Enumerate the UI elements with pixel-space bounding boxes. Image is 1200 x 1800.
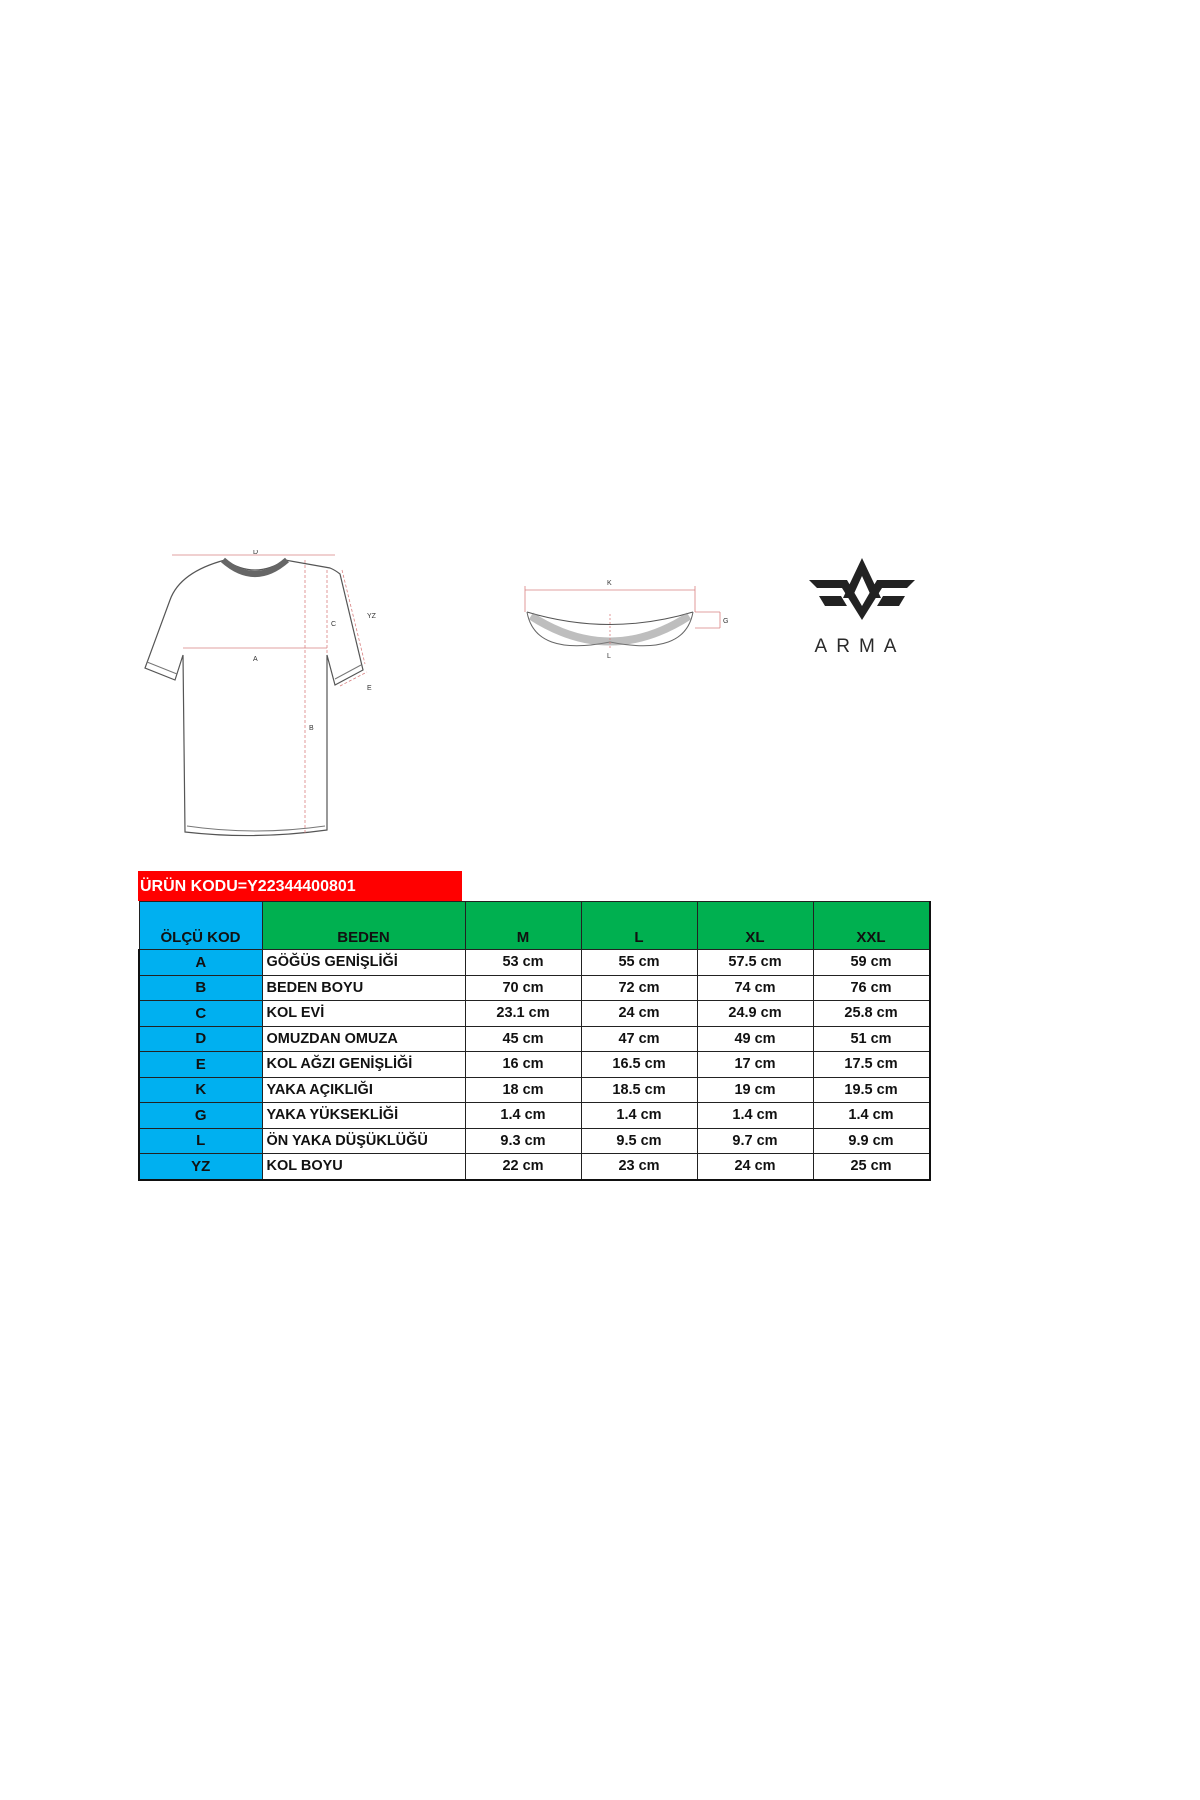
measure-value: 47 cm xyxy=(581,1026,697,1052)
measure-value: 53 cm xyxy=(465,950,581,976)
label-b: B xyxy=(309,725,314,732)
header-beden: BEDEN xyxy=(262,902,465,950)
measure-value: 1.4 cm xyxy=(465,1103,581,1129)
measure-label: GÖĞÜS GENİŞLİĞİ xyxy=(262,950,465,976)
measure-value: 45 cm xyxy=(465,1026,581,1052)
measure-value: 1.4 cm xyxy=(581,1103,697,1129)
measure-value: 19.5 cm xyxy=(813,1077,930,1103)
table-row xyxy=(139,1128,930,1154)
measure-value: 16.5 cm xyxy=(581,1052,697,1078)
measure-value: 17.5 cm xyxy=(813,1052,930,1078)
measure-value: 55 cm xyxy=(581,950,697,976)
measure-value: 18 cm xyxy=(465,1077,581,1103)
header-size-xl: XL xyxy=(697,902,813,950)
table-row xyxy=(139,1103,930,1129)
product-code: ÜRÜN KODU=Y22344400801 xyxy=(138,871,462,901)
measure-code: K xyxy=(139,1077,262,1103)
measure-value: 23 cm xyxy=(581,1154,697,1180)
measure-value: 9.3 cm xyxy=(465,1128,581,1154)
measure-value: 57.5 cm xyxy=(697,950,813,976)
collar-diagram xyxy=(515,572,740,667)
header-code: ÖLÇÜ KOD xyxy=(139,902,262,950)
measure-label: OMUZDAN OMUZA xyxy=(262,1026,465,1052)
measure-value: 9.7 cm xyxy=(697,1128,813,1154)
label-yz: YZ xyxy=(367,613,376,620)
label-l: L xyxy=(607,653,611,660)
table-row xyxy=(139,1154,930,1180)
label-a: A xyxy=(253,656,258,663)
header-size-l: L xyxy=(581,902,697,950)
measure-value: 1.4 cm xyxy=(697,1103,813,1129)
measure-label: YAKA AÇIKLIĞI xyxy=(262,1077,465,1103)
measure-code: E xyxy=(139,1052,262,1078)
measure-value: 59 cm xyxy=(813,950,930,976)
measure-value: 22 cm xyxy=(465,1154,581,1180)
label-d: D xyxy=(253,550,259,556)
measure-code: C xyxy=(139,1001,262,1027)
size-table xyxy=(138,901,931,1181)
measure-value: 24.9 cm xyxy=(697,1001,813,1027)
measure-value: 19 cm xyxy=(697,1077,813,1103)
brand-name: ARMA xyxy=(814,636,906,657)
measure-label: KOL EVİ xyxy=(262,1001,465,1027)
measure-code: A xyxy=(139,950,262,976)
label-g: G xyxy=(723,618,729,625)
measure-value: 1.4 cm xyxy=(813,1103,930,1129)
header-size-xxl: XXL xyxy=(813,902,930,950)
header-size-m: M xyxy=(465,902,581,950)
measure-value: 72 cm xyxy=(581,975,697,1001)
label-k: K xyxy=(607,580,612,587)
measure-label: BEDEN BOYU xyxy=(262,975,465,1001)
table-row xyxy=(139,1077,930,1103)
table-row xyxy=(139,975,930,1001)
table-row xyxy=(139,1026,930,1052)
measure-code: B xyxy=(139,975,262,1001)
measure-value: 24 cm xyxy=(697,1154,813,1180)
measure-value: 9.9 cm xyxy=(813,1128,930,1154)
measure-value: 70 cm xyxy=(465,975,581,1001)
measure-value: 9.5 cm xyxy=(581,1128,697,1154)
measure-code: G xyxy=(139,1103,262,1129)
measure-value: 25.8 cm xyxy=(813,1001,930,1027)
table-row xyxy=(139,1001,930,1027)
table-header-row xyxy=(139,902,930,950)
measure-value: 49 cm xyxy=(697,1026,813,1052)
measure-code: YZ xyxy=(139,1154,262,1180)
measure-code: L xyxy=(139,1128,262,1154)
measure-value: 17 cm xyxy=(697,1052,813,1078)
table-row xyxy=(139,1052,930,1078)
measure-label: YAKA YÜKSEKLİĞİ xyxy=(262,1103,465,1129)
table-row xyxy=(139,950,930,976)
measure-label: KOL AĞZI GENİŞLİĞİ xyxy=(262,1052,465,1078)
measure-value: 18.5 cm xyxy=(581,1077,697,1103)
measure-value: 25 cm xyxy=(813,1154,930,1180)
measure-value: 16 cm xyxy=(465,1052,581,1078)
measure-code: D xyxy=(139,1026,262,1052)
measure-value: 76 cm xyxy=(813,975,930,1001)
label-e: E xyxy=(367,685,372,692)
measure-value: 74 cm xyxy=(697,975,813,1001)
measure-label: ÖN YAKA DÜŞÜKLÜĞÜ xyxy=(262,1128,465,1154)
label-c: C xyxy=(331,621,337,628)
measure-value: 51 cm xyxy=(813,1026,930,1052)
measure-value: 24 cm xyxy=(581,1001,697,1027)
measure-label: KOL BOYU xyxy=(262,1154,465,1180)
tshirt-diagram xyxy=(135,550,425,845)
measure-value: 23.1 cm xyxy=(465,1001,581,1027)
